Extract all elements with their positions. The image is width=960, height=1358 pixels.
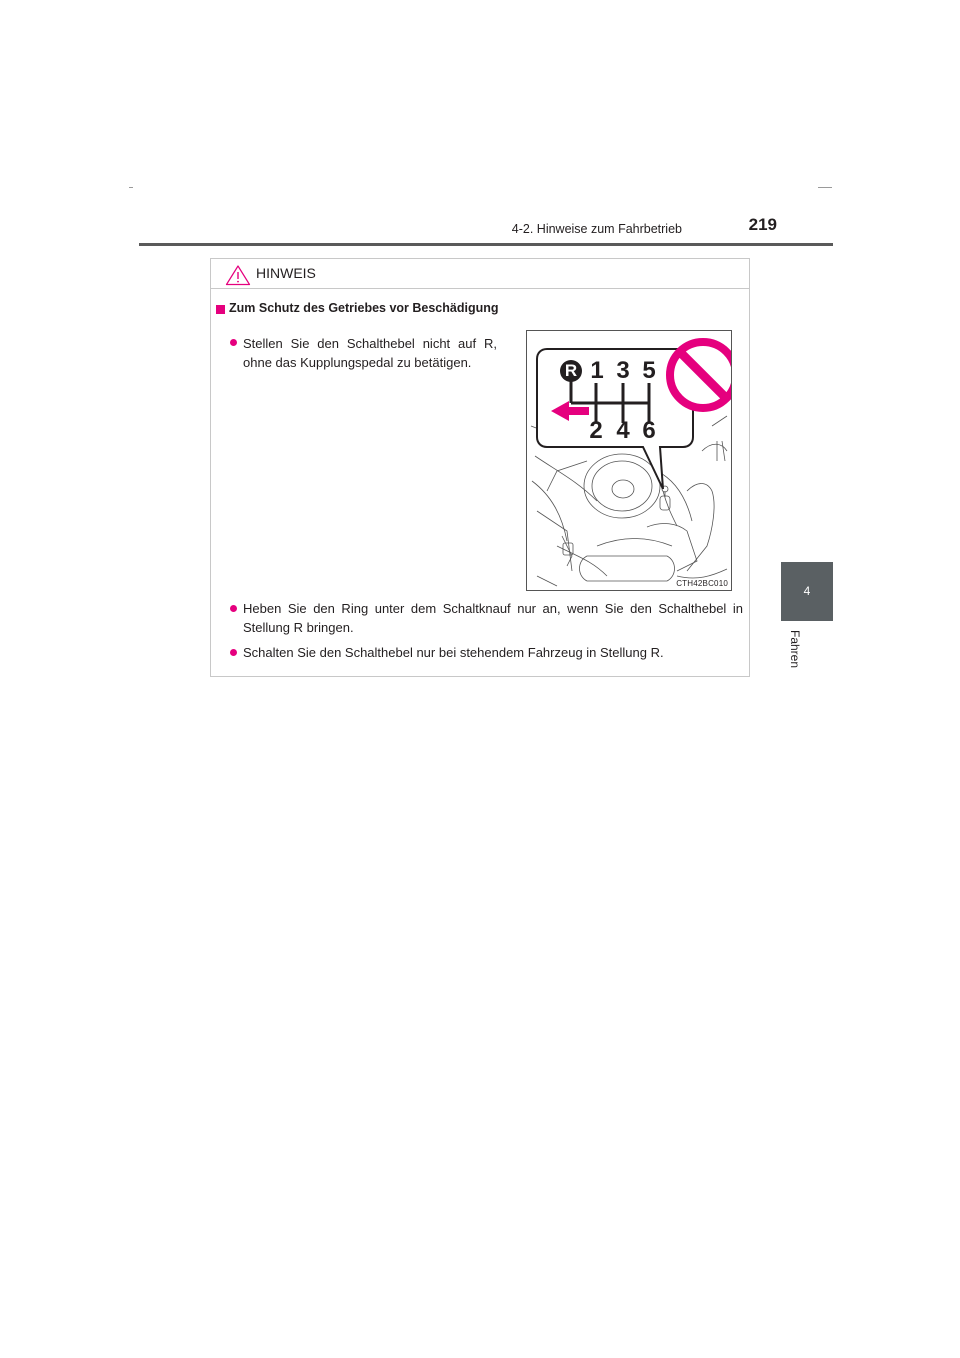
subheading-marker (216, 305, 225, 314)
notice-subheading: Zum Schutz des Getriebes vor Beschädigung (229, 301, 499, 315)
bullet-text-line: Heben Sie den Ring unter dem Schaltknauf nur an, wenn Sie den Schalthebel in (243, 601, 743, 616)
chapter-label-text: Fahren (788, 630, 802, 669)
gear-label-4: 4 (616, 417, 630, 444)
gear-label-5: 5 (642, 357, 656, 384)
gear-label-1: 1 (590, 357, 604, 384)
page-number: 219 (748, 215, 777, 234)
gear-label-r: R (564, 361, 578, 380)
notice-title: HINWEIS (256, 265, 316, 281)
gear-shift-figure (526, 330, 732, 591)
chapter-label (784, 630, 808, 690)
bullet-text-line: ohne das Kupplungspedal zu betätigen. (243, 355, 472, 370)
bullet-dot (230, 339, 237, 346)
gear-label-6: 6 (642, 417, 656, 444)
bullet-text-line: Schalten Sie den Schalthebel nur bei stehendem Fahrzeug in Stellung R. (243, 645, 664, 660)
chapter-number: 4 (803, 584, 811, 598)
bullet-text-line: Stellen Sie den Schalthebel nicht auf R, (243, 336, 497, 351)
figure-code: CTH42BC010 (676, 579, 728, 588)
gear-label-2: 2 (589, 417, 603, 444)
section-title: 4-2. Hinweise zum Fahrbetrieb (511, 222, 682, 236)
gear-label-3: 3 (616, 357, 630, 384)
warning-triangle-icon (225, 264, 251, 286)
bullet-text-line: Stellung R bringen. (243, 620, 354, 635)
header-rule (139, 243, 833, 246)
bullet-dot (230, 649, 237, 656)
chapter-tab (781, 562, 833, 621)
bullet-dot (230, 605, 237, 612)
crop-mark-left (129, 187, 133, 188)
crop-mark-right (818, 187, 832, 188)
notice-header (211, 259, 749, 289)
